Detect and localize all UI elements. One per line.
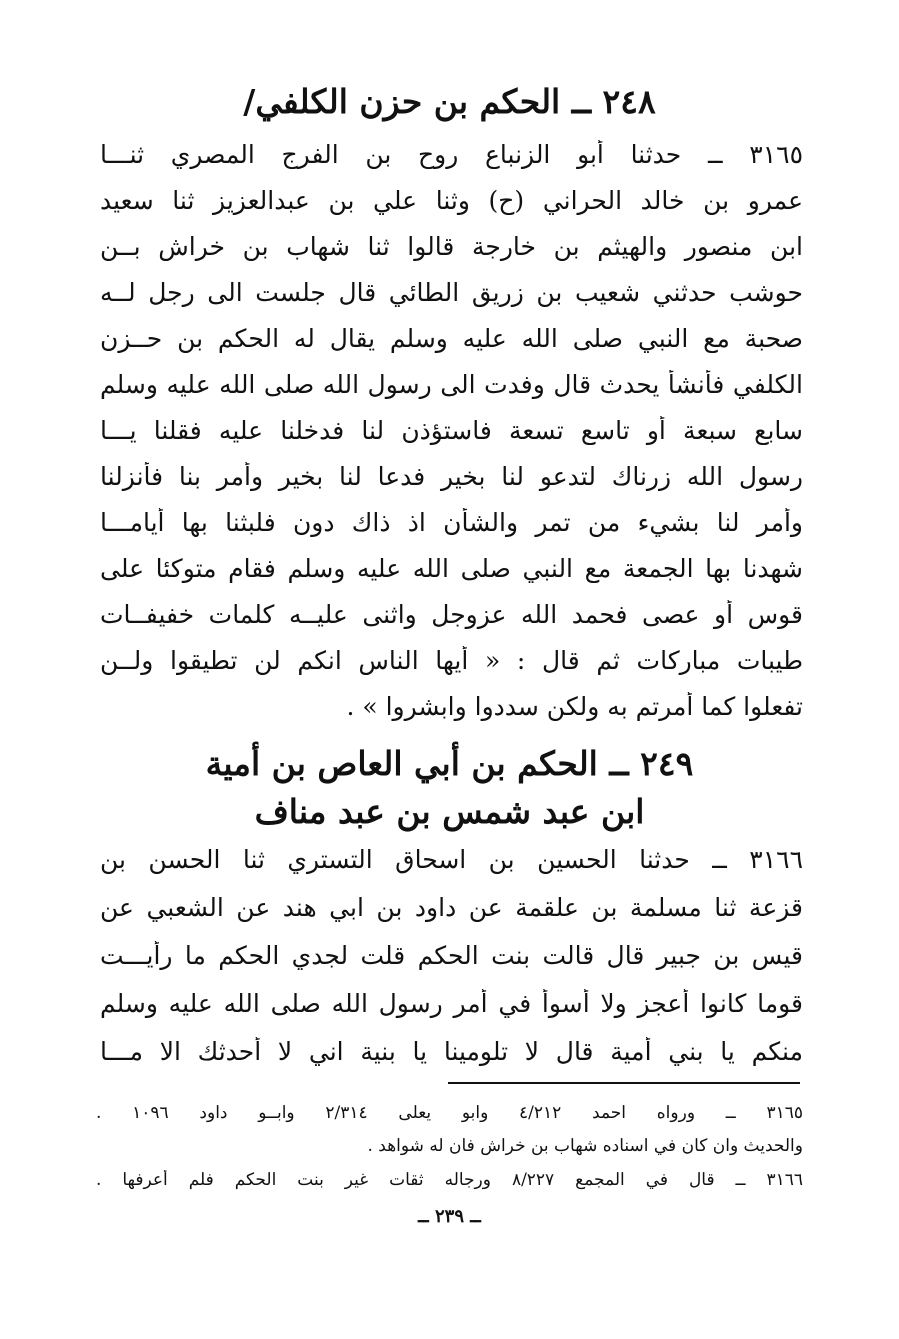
text-line: ٣١٦٦ ــ حدثنا الحسين بن اسحاق التستري ثنا الحسن بن	[100, 845, 803, 874]
page-number: ــ ٢٣٩ ــ	[418, 1206, 481, 1227]
section-heading-248: ٢٤٨ ــ الحكم بن حزن الكلفي/	[243, 82, 656, 121]
section-heading-249: ٢٤٩ ــ الحكم بن أبي العاص بن أمية	[205, 744, 694, 783]
text-line: صحبة مع النبي صلى الله عليه وسلم يقال له الحكم بن حــزن	[100, 324, 803, 353]
text-line: قوس أو عصى فحمد الله عزوجل واثنى عليــه كلمات خفيفــات	[100, 600, 803, 629]
footnote-line: ٣١٦٥ ــ ورواه احمد ٤/٢١٢ وابو يعلى ٢/٣١٤ وابــو داود ١٠٩٦ .	[96, 1103, 803, 1123]
text-line: قيس بن جبير قال قالت بنت الحكم قلت لجدي الحكم ما رأيـــت	[100, 941, 803, 970]
text-line: ابن منصور والهيثم بن خارجة قالوا ثنا شهاب بن خراش بــن	[100, 232, 803, 261]
text-line: حوشب حدثني شعيب بن زريق الطائي قال جلست الى رجل لــه	[100, 278, 803, 307]
text-line: شهدنا بها الجمعة مع النبي صلى الله عليه وسلم فقام متوكئا على	[100, 554, 803, 583]
text-line: وأمر لنا بشيء من تمر والشأن اذ ذاك دون فلبثنا بها أيامـــا	[100, 508, 803, 537]
footnote-line: ٣١٦٦ ــ قال في المجمع ٨/٢٢٧ ورجاله ثقات غير بنت الحكم فلم أعرفها .	[96, 1170, 803, 1190]
text-line: طيبات مباركات ثم قال : « أيها الناس انكم لن تطيقوا ولــن	[100, 646, 803, 675]
text-line: قوما كانوا أعجز ولا أسوأ في أمر رسول الله صلى الله عليه وسلم	[100, 989, 803, 1018]
text-line: عمرو بن خالد الحراني (ح) وثنا علي بن عبدالعزيز ثنا سعيد	[100, 186, 803, 215]
text-line: تفعلوا كما أمرتم به ولكن سددوا وابشروا » .	[346, 692, 803, 721]
section-heading-249-continued: ابن عبد شمس بن عبد مناف	[254, 792, 645, 831]
text-line: الكلفي فأنشأ يحدث قال وفدت الى رسول الله صلى الله عليه وسلم	[100, 370, 803, 399]
footnote-divider	[448, 1082, 800, 1084]
text-line: سابع سبعة أو تاسع تسعة فاستؤذن لنا فدخلنا عليه فقلنا يـــا	[100, 416, 803, 445]
text-line: قزعة ثنا مسلمة بن علقمة عن داود بن ابي هند عن الشعبي عن	[100, 893, 803, 922]
footnote-line: والحديث وان كان في اسناده شهاب بن خراش فان له شواهد .	[367, 1136, 803, 1156]
text-line: منكم يا بني أمية قال لا تلومينا يا بنية اني لا أحدثك الا مـــا	[100, 1037, 803, 1066]
text-line: ٣١٦٥ ــ حدثنا أبو الزنباع روح بن الفرج المصري ثنـــا	[100, 140, 803, 169]
text-line: رسول الله زرناك لتدعو لنا بخير فدعا لنا بخير وأمر بنا فأنزلنا	[100, 462, 803, 491]
